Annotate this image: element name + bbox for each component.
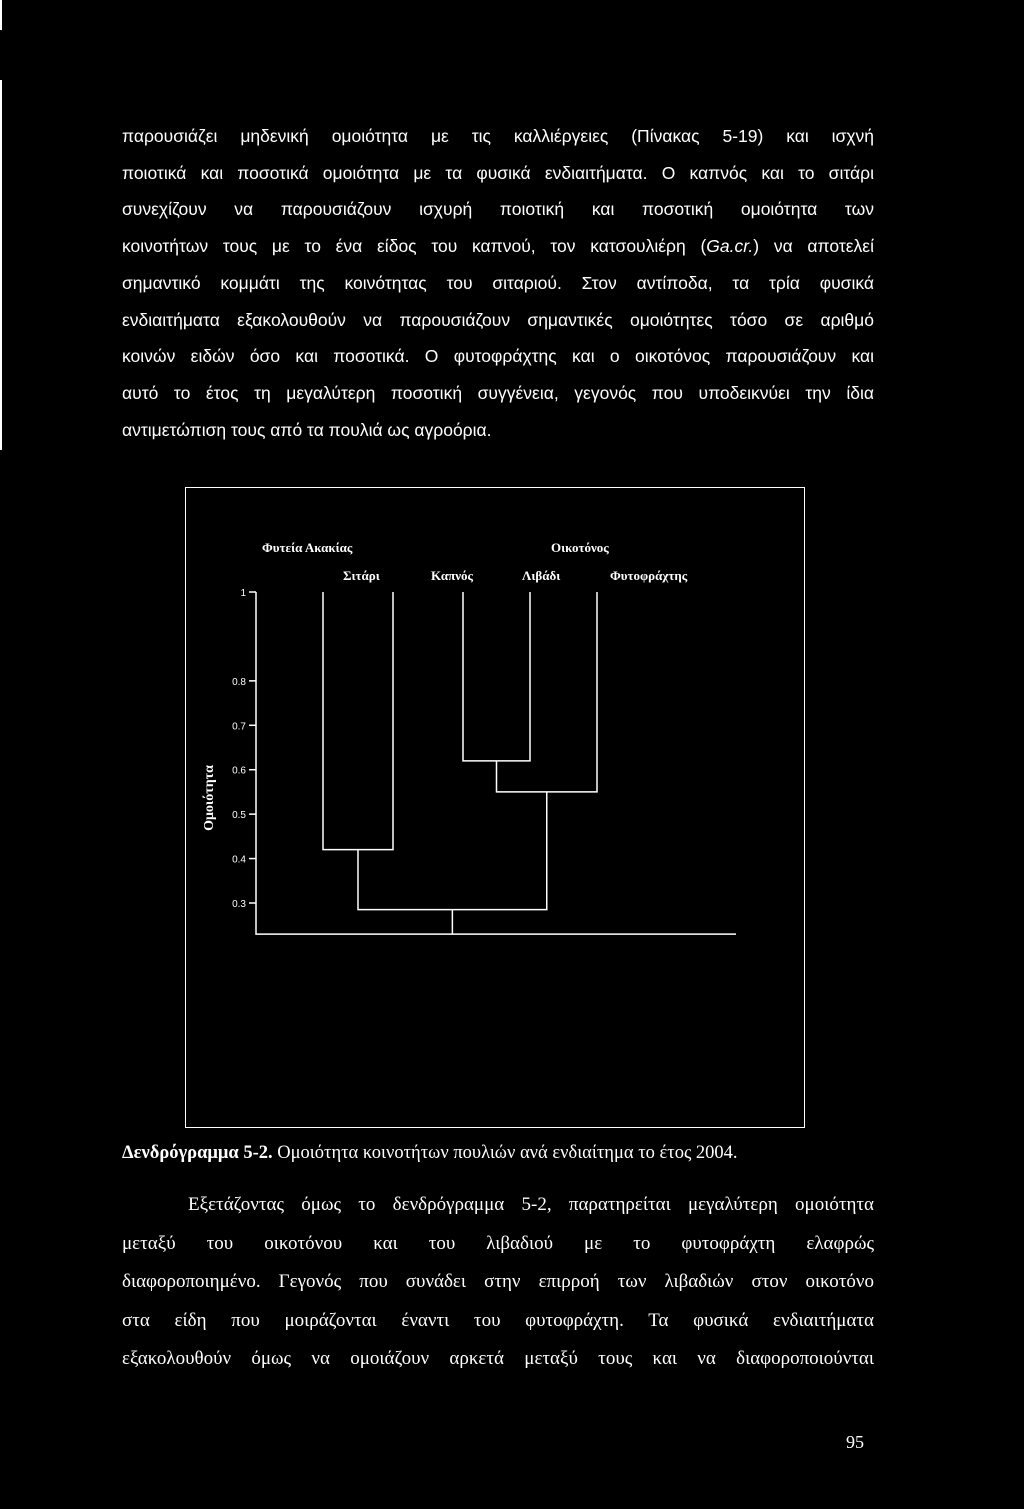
text-line: ποιοτικά και ποσοτικά ομοιότητα με τα φυσικά ενδιαιτήματα. Ο καπνός και το σιτάρι [122, 162, 874, 183]
text-line: αντιμετώπιση τους από τα πουλιά ως αγροόρια. [122, 419, 492, 440]
text-line: σημαντικό κομμάτι της κοινότητας του σιταριού. Στον αντίποδα, τα τρία φυσικά [122, 272, 874, 293]
y-tick-label: 0.3 [232, 899, 246, 910]
leaf-label: Καπνός [431, 568, 474, 583]
leaf-label: Σιτάρι [343, 568, 380, 583]
text-line: ενδιαιτήματα εξακολουθούν να παρουσιάζουν σημαντικές ομοιότητες τόσο σε αριθμό [122, 309, 874, 330]
group-label: Οικοτόνος [551, 540, 609, 555]
page-edge-line-bottom [0, 80, 2, 450]
group-label: Φυτεία Ακακίας [262, 540, 353, 555]
y-tick-label: 0.4 [232, 854, 246, 866]
dendrogram-link [358, 792, 547, 910]
y-tick-label: 0.8 [232, 676, 246, 688]
text-segment: ) να αποτελεί [753, 236, 874, 257]
text-line: Εξετάζοντας όμως το δενδρόγραμμα 5-2, παρατηρείται μεγαλύτερη ομοιότητα [188, 1194, 874, 1215]
dendrogram-link [323, 592, 393, 850]
y-tick-label: 0.5 [232, 810, 246, 822]
y-axis-label: Ομοιότητα [202, 765, 217, 831]
leaf-label: Φυτοφράχτης [610, 568, 688, 583]
text-line-with-abbreviation [122, 228, 874, 265]
dendrogram-figure [185, 487, 805, 1128]
page-edge-line-top [0, 0, 2, 30]
y-tick-label: 0.7 [232, 721, 246, 733]
caption-label: Δενδρόγραμμα 5-2. [122, 1143, 273, 1163]
dendrogram-link [497, 592, 598, 792]
y-tick-label: 1 [240, 588, 246, 599]
y-tick-label: 0.6 [232, 765, 246, 777]
figure-caption [122, 1143, 882, 1164]
text-line: μεταξύ του οικοτόνου και του λιβαδιού με το φυτοφράχτη ελαφρώς [122, 1232, 874, 1254]
text-line: παρουσιάζει μηδενική ομοιότητα με τις καλλιέργειες (Πίνακας 5-19) και ισχνή [122, 126, 874, 146]
paragraph-2 [122, 1186, 874, 1379]
leaf-label: Λιβάδι [522, 568, 561, 583]
caption-text: Ομοιότητα κοινοτήτων πουλιών ανά ενδιαίτημα το έτος 2004. [272, 1143, 738, 1163]
paragraph-1 [122, 118, 874, 448]
text-line: αυτό το έτος τη μεγαλύτερη ποσοτική συγγένεια, γεγονός που υποδεικνύει την ίδια [122, 382, 874, 403]
text-line: κοινών ειδών όσο και ποσοτικά. Ο φυτοφράχτης και ο οικοτόνος παρουσιάζουν και [122, 346, 874, 367]
text-line: διαφοροποιημένο. Γεγονός που συνάδει στην επιρροή των λιβαδιών στον οικοτόνο [122, 1271, 874, 1292]
page-number: 95 [846, 1432, 864, 1452]
species-abbreviation: Ga.cr. [706, 236, 754, 257]
dendrogram-link [463, 592, 530, 761]
text-line: στα είδη που μοιράζονται έναντι του φυτοφράχτη. Τα φυσικά ενδιαιτήματα [122, 1309, 874, 1331]
dendrogram-chart [186, 488, 803, 1126]
text-line: εξακολουθούν όμως να ομοιάζουν αρκετά μεταξύ τους και να διαφοροποιούνται [122, 1348, 874, 1369]
text-line: συνεχίζουν να παρουσιάζουν ισχυρή ποιοτική και ποσοτική ομοιότητα των [122, 199, 874, 220]
text-segment: κοινοτήτων τους με το ένα είδος του καπνού, τον κατσουλιέρη ( [122, 236, 707, 257]
